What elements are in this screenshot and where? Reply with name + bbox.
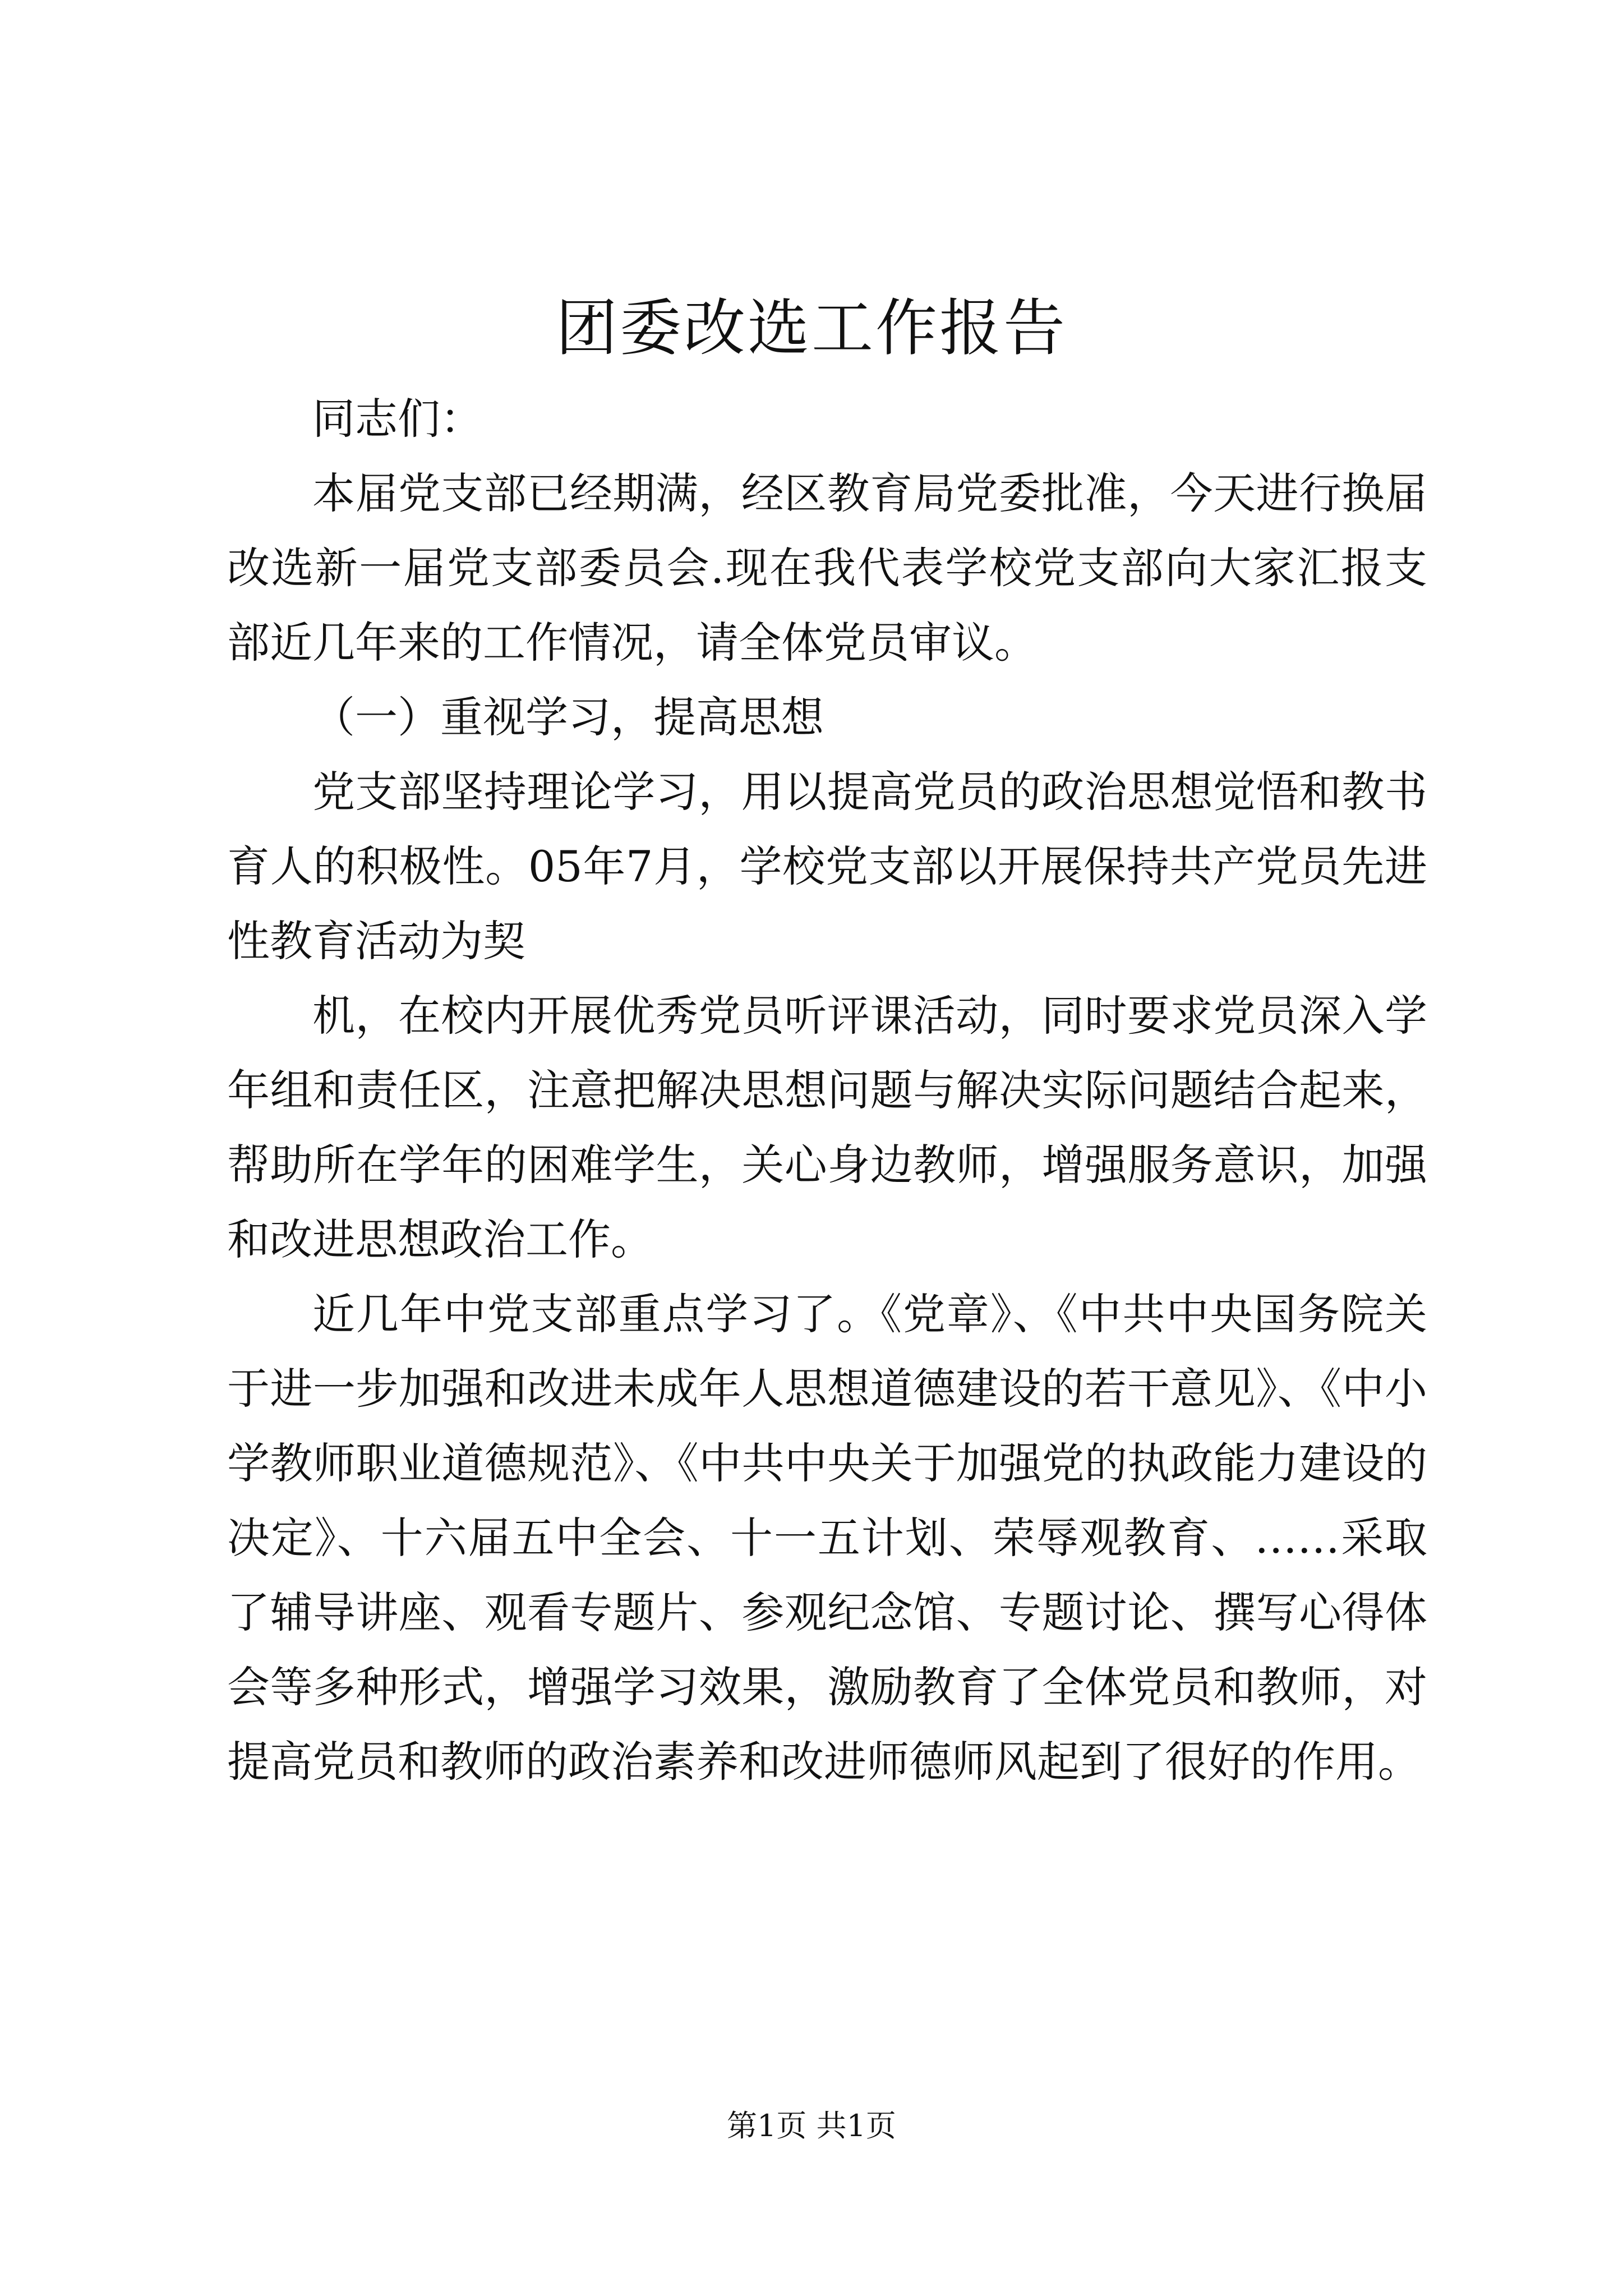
section-heading: （一）重视学习，提高思想 bbox=[312, 692, 824, 742]
document-title: 团委改选工作报告 bbox=[556, 292, 1067, 364]
paragraph-study: 党支部坚持理论学习，用以提高党员的政治思想觉悟和教书育人的积极性。05年7月，学校党支部以开展保持共产党员先进性教育活动为契 bbox=[227, 767, 1427, 966]
document-body bbox=[227, 381, 1427, 1799]
paragraph-activities: 机，在校内开展优秀党员听评课活动，同时要求党员深入学年组和责任区，注意把解决思想问题与解决实际问题结合起来，帮助所在学年的困难学生，关心身边教师，增强服务意识，加强和改进思想政治工作。 bbox=[227, 991, 1427, 1264]
salutation: 同志们： bbox=[312, 394, 483, 444]
paragraph-intro: 本届党支部已经期满，经区教育局党委批准，今天进行换届改选新一届党支部委员会.现在我代表学校党支部向大家汇报支部近几年来的工作情况，请全体党员审议。 bbox=[227, 468, 1427, 668]
paragraph-learning: 近几年中党支部重点学习了。《党章》、《中共中央国务院关于进一步加强和改进未成年人思想道德建设的若干意见》、《中小学教师职业道德规范》、《中共中央关于加强党的执政能力建设的决定》、十六届五中全会、十一五计划、荣辱观教育、……采取了辅导讲座、观看专题片、参观纪念馆、专题讨论、撰写心得体会等多种形式，增强学习效果，激励教育了全体党员和教师，对提高党员和教师的政治素养和改进师德师风起到了很好的作用。 bbox=[227, 1289, 1427, 1787]
page-footer: 第1页 共1页 bbox=[727, 2108, 896, 2143]
